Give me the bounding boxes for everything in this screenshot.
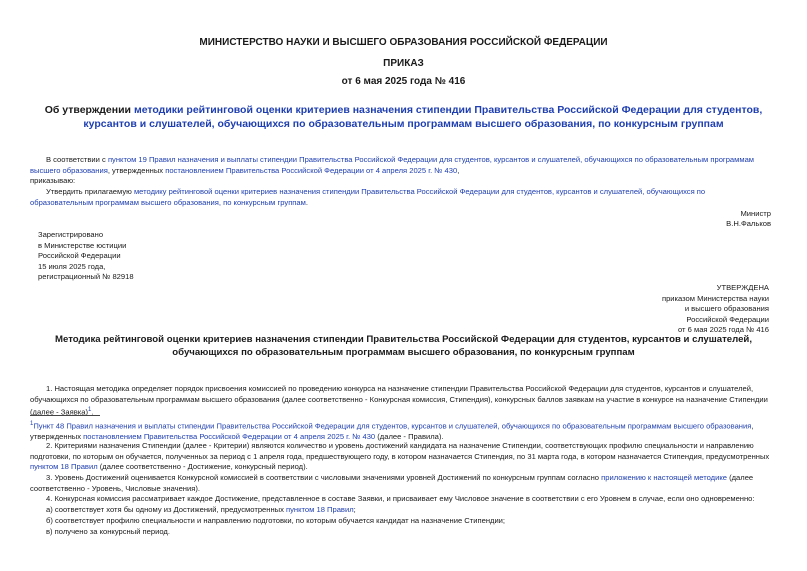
- rules-point-19-link[interactable]: пунктом 19 Правил назначения и выплаты стипендии Правительства Российской Федерации для студентов, курсантов и слушателей, обучающихся по образовательным программам высшего образования: [30, 155, 755, 175]
- registration-line: регистрационный № 82918: [38, 272, 134, 281]
- paragraph-4: 4. Конкурсная комиссия рассматривает каждое Достижение, представленное в составе Заявки, и присваивает ему Числовое значение в соответствии с его Уровнем в случае, если оно одновременно:: [46, 494, 755, 503]
- footnote-rules-link[interactable]: Пункт 48 Правил назначения и выплаты стипендии Правительства Российской Федерации для студентов, курсантов и слушателей, обучающихся по образовательным программам высшего образования: [33, 421, 752, 431]
- footnote-mark[interactable]: 1: [30, 421, 34, 427]
- registration-line: Российской Федерации: [38, 251, 121, 260]
- title-prefix: Об утверждении: [44, 104, 134, 116]
- ministry-heading: МИНИСТЕРСТВО НАУКИ И ВЫСШЕГО ОБРАЗОВАНИЯ РОССИЙСКОЙ ФЕДЕРАЦИИ: [199, 37, 608, 48]
- item-c: в) получено за конкурсный период.: [46, 527, 170, 536]
- item-a-rules-link[interactable]: пунктом 18 Правил: [286, 505, 354, 514]
- method-link[interactable]: методику рейтинговой оценки критериев назначения стипендии Правительства Российской Федерации для студентов, курсантов и слушателей, обучающихся по образовательным программам высшего образования, по конкурсным группам: [30, 187, 706, 207]
- registration-line: 15 июля 2025 года,: [38, 261, 106, 271]
- approved-line: от 6 мая 2025 года № 416: [678, 325, 769, 334]
- signature-position: Министр: [740, 209, 771, 218]
- preamble-paragraph: [30, 155, 770, 176]
- footnote: [30, 419, 770, 443]
- paragraph-3: [30, 473, 770, 494]
- preamble-text: В соответствии с: [46, 155, 108, 164]
- document-date-number: от 6 мая 2025 года № 416: [341, 76, 466, 87]
- signature-name: В.Н.Фальков: [726, 219, 771, 228]
- footnote-reference[interactable]: 1: [88, 407, 92, 413]
- appendix-link[interactable]: приложению к настоящей методике: [601, 473, 727, 482]
- registration-line: в Министерстве юстиции: [38, 240, 127, 250]
- item-a-text: а) соответствует хотя бы одному из Достижений, предусмотренных: [46, 505, 287, 514]
- approve-text: Утвердить прилагаемую: [46, 187, 134, 196]
- resolution-430-link[interactable]: постановлением Правительства Российской Федерации от 4 апреля 2025 г. № 430: [165, 165, 458, 175]
- footnote-text: , утвержденных: [30, 421, 754, 442]
- approved-line: и высшего образования: [684, 304, 769, 313]
- approve-text: .: [305, 197, 308, 207]
- registration-block: [38, 230, 134, 283]
- preamble-text: , утвержденных: [107, 165, 166, 175]
- paragraph-3-text: (далее соответственно - Уровень, Числовые значения).: [30, 473, 754, 493]
- approve-paragraph: [30, 187, 770, 208]
- preamble-text: ,: [457, 165, 460, 175]
- document-title: [30, 103, 777, 131]
- paragraph-2-text: 2. Критериями назначения Стипендии (далее - Критерии) являются количество и уровень достижений кандидата на назначение Стипендии, соответствующих профилю специальности и направлению подготовки, по которым он обучается, полученных за период с 1 апреля года, предшествующего году, в котором назначается Стипендия, по 31 марта года, в котором назначается Стипендия, предусмотренных: [30, 441, 770, 461]
- approved-block: [662, 283, 769, 336]
- footnote-resolution-link[interactable]: постановлением Правительства Российской Федерации от 4 апреля 2025 г. № 430: [83, 432, 376, 442]
- document-type: ПРИКАЗ: [383, 58, 424, 69]
- registration-line: Зарегистрировано: [38, 230, 104, 239]
- paragraph-2: [30, 441, 770, 473]
- item-a-text: ;: [353, 505, 356, 514]
- paragraph-1-end: .: [91, 407, 94, 417]
- paragraph-1: [30, 384, 770, 418]
- title-method-link[interactable]: методики рейтинговой оценки критериев назначения стипендии Правительства Российской Федерации для студентов, курсантов и слушателей, обучающихся по образовательным программам высшего образования, по конкурсным группам: [83, 104, 763, 130]
- approved-line: Российской Федерации: [686, 314, 769, 324]
- orders-word: приказываю:: [30, 176, 76, 185]
- approved-line: УТВЕРЖДЕНА: [716, 283, 769, 292]
- paragraph-2-text: (далее соответственно - Достижение, конкурсный период).: [97, 462, 308, 471]
- method-title: Методика рейтинговой оценки критериев назначения стипендии Правительства Российской Федерации для студентов, курсантов и слушателей, обучающихся по образовательным программам высшего образования, по конкурсным группам: [55, 334, 752, 358]
- item-b: б) соответствует профилю специальности и направлению подготовки, по которым обучается кандидат на назначение Стипендии;: [46, 516, 506, 525]
- approved-line: приказом Министерства науки: [661, 293, 769, 303]
- footnote-divider: [30, 415, 100, 416]
- rules-point-18-link[interactable]: пунктом 18 Правил: [30, 462, 98, 471]
- paragraph-3-text: 3. Уровень Достижений оценивается Конкурсной комиссией в соответствии с числовыми значениями уровней Достижений по конкурсным группам согласно: [46, 473, 602, 482]
- footnote-text: (далее - Правила).: [375, 432, 444, 442]
- paragraph-1-text: 1. Настоящая методика определяет порядок присвоения комиссией по проведению конкурса на назначение стипендии Правительства Российской Федерации для студентов, курсантов и слушателей, обучающихся по образовательным программам высшего образования (далее соответственно - Конкурсная комиссия, Стипендия), конкурсных баллов заявкам на участие в конкурсе на назначение Стипендии (далее - Заявка): [30, 384, 768, 417]
- item-a: [30, 505, 770, 516]
